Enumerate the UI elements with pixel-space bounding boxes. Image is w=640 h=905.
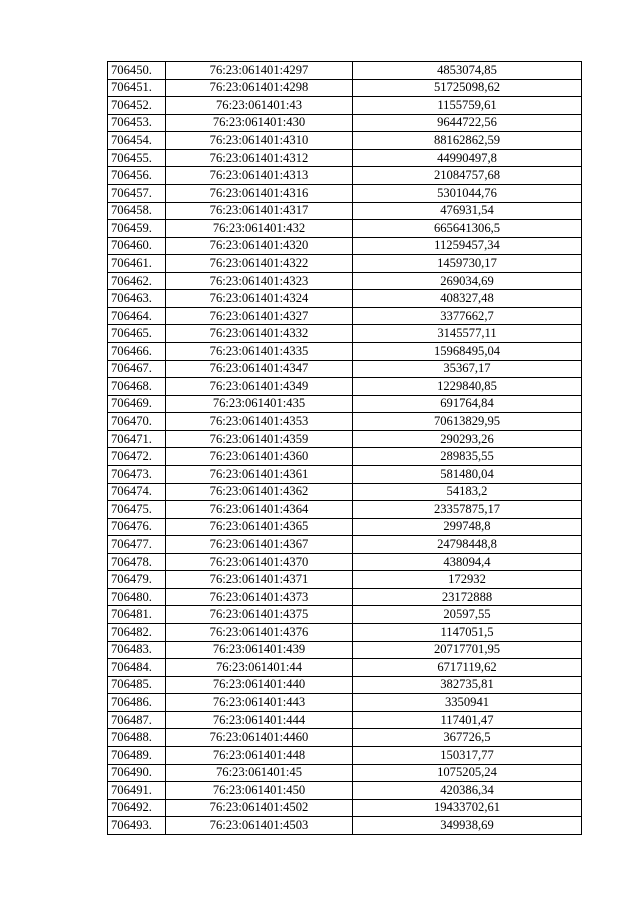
table-body	[108, 62, 582, 835]
cadastral-number-cell: 76:23:061401:448	[166, 746, 353, 764]
cadastral-value-cell: 20597,55	[353, 606, 582, 624]
cadastral-number-cell: 76:23:061401:4322	[166, 255, 353, 273]
cadastral-value-cell: 299748,8	[353, 518, 582, 536]
cadastral-number-cell: 76:23:061401:444	[166, 711, 353, 729]
row-number-cell: 706491.	[108, 782, 166, 800]
table-row	[108, 62, 582, 80]
cadastral-value-cell: 289835,55	[353, 448, 582, 466]
cadastral-value-cell: 691764,84	[353, 395, 582, 413]
table-row	[108, 676, 582, 694]
table-row	[108, 483, 582, 501]
cadastral-number-cell: 76:23:061401:4360	[166, 448, 353, 466]
cadastral-number-cell: 76:23:061401:443	[166, 694, 353, 712]
table-row	[108, 624, 582, 642]
table-row	[108, 641, 582, 659]
table-row	[108, 237, 582, 255]
cadastral-number-cell: 76:23:061401:4367	[166, 536, 353, 554]
cadastral-value-cell: 1075205,24	[353, 764, 582, 782]
cadastral-number-cell: 76:23:061401:450	[166, 782, 353, 800]
table-row	[108, 255, 582, 273]
row-number-cell: 706480.	[108, 588, 166, 606]
table-row	[108, 132, 582, 150]
cadastral-number-cell: 76:23:061401:4324	[166, 290, 353, 308]
cadastral-value-cell: 88162862,59	[353, 132, 582, 150]
cadastral-number-cell: 76:23:061401:4297	[166, 62, 353, 80]
cadastral-value-cell: 44990497,8	[353, 149, 582, 167]
table-row	[108, 536, 582, 554]
cadastral-value-cell: 290293,26	[353, 430, 582, 448]
cadastral-value-cell: 21084757,68	[353, 167, 582, 185]
row-number-cell: 706472.	[108, 448, 166, 466]
row-number-cell: 706466.	[108, 343, 166, 361]
cadastral-number-cell: 76:23:061401:4313	[166, 167, 353, 185]
cadastral-value-cell: 1155759,61	[353, 97, 582, 115]
cadastral-value-cell: 1147051,5	[353, 624, 582, 642]
cadastral-number-cell: 76:23:061401:4373	[166, 588, 353, 606]
table-row	[108, 764, 582, 782]
table-row	[108, 817, 582, 835]
row-number-cell: 706493.	[108, 817, 166, 835]
table-row	[108, 79, 582, 97]
table-row	[108, 360, 582, 378]
table-row	[108, 202, 582, 220]
cadastral-number-cell: 76:23:061401:4370	[166, 553, 353, 571]
cadastral-value-cell: 367726,5	[353, 729, 582, 747]
table-row	[108, 501, 582, 519]
row-number-cell: 706471.	[108, 430, 166, 448]
cadastral-number-cell: 76:23:061401:4347	[166, 360, 353, 378]
cadastral-number-cell: 76:23:061401:45	[166, 764, 353, 782]
cadastral-number-cell: 76:23:061401:4320	[166, 237, 353, 255]
table-row	[108, 343, 582, 361]
table-row	[108, 184, 582, 202]
cadastral-number-cell: 76:23:061401:4362	[166, 483, 353, 501]
table-row	[108, 659, 582, 677]
row-number-cell: 706474.	[108, 483, 166, 501]
table-row	[108, 272, 582, 290]
row-number-cell: 706490.	[108, 764, 166, 782]
table-row	[108, 114, 582, 132]
row-number-cell: 706464.	[108, 307, 166, 325]
cadastral-number-cell: 76:23:061401:439	[166, 641, 353, 659]
row-number-cell: 706465.	[108, 325, 166, 343]
row-number-cell: 706469.	[108, 395, 166, 413]
cadastral-number-cell: 76:23:061401:4364	[166, 501, 353, 519]
cadastral-value-cell: 5301044,76	[353, 184, 582, 202]
row-number-cell: 706488.	[108, 729, 166, 747]
cadastral-value-cell: 11259457,34	[353, 237, 582, 255]
row-number-cell: 706450.	[108, 62, 166, 80]
cadastral-value-cell: 382735,81	[353, 676, 582, 694]
cadastral-value-cell: 117401,47	[353, 711, 582, 729]
cadastral-number-cell: 76:23:061401:4353	[166, 413, 353, 431]
row-number-cell: 706482.	[108, 624, 166, 642]
table-row	[108, 518, 582, 536]
table-row	[108, 413, 582, 431]
cadastral-value-cell: 269034,69	[353, 272, 582, 290]
cadastral-number-cell: 76:23:061401:4332	[166, 325, 353, 343]
cadastral-value-cell: 23357875,17	[353, 501, 582, 519]
row-number-cell: 706467.	[108, 360, 166, 378]
row-number-cell: 706478.	[108, 553, 166, 571]
table-row	[108, 149, 582, 167]
cadastral-number-cell: 76:23:061401:4312	[166, 149, 353, 167]
cadastral-value-cell: 172932	[353, 571, 582, 589]
row-number-cell: 706492.	[108, 799, 166, 817]
table-row	[108, 220, 582, 238]
cadastral-value-cell: 1459730,17	[353, 255, 582, 273]
cadastral-number-cell: 76:23:061401:4349	[166, 378, 353, 396]
cadastral-value-cell: 35367,17	[353, 360, 582, 378]
table-row	[108, 430, 582, 448]
cadastral-number-cell: 76:23:061401:44	[166, 659, 353, 677]
cadastral-number-cell: 76:23:061401:4375	[166, 606, 353, 624]
cadastral-value-cell: 3377662,7	[353, 307, 582, 325]
cadastral-number-cell: 76:23:061401:4503	[166, 817, 353, 835]
table-row	[108, 571, 582, 589]
table-row	[108, 606, 582, 624]
cadastral-number-cell: 76:23:061401:4371	[166, 571, 353, 589]
cadastral-value-cell: 6717119,62	[353, 659, 582, 677]
row-number-cell: 706456.	[108, 167, 166, 185]
cadastral-number-cell: 76:23:061401:4460	[166, 729, 353, 747]
row-number-cell: 706489.	[108, 746, 166, 764]
row-number-cell: 706462.	[108, 272, 166, 290]
row-number-cell: 706458.	[108, 202, 166, 220]
cadastral-value-cell: 476931,54	[353, 202, 582, 220]
row-number-cell: 706455.	[108, 149, 166, 167]
row-number-cell: 706454.	[108, 132, 166, 150]
cadastral-value-cell: 349938,69	[353, 817, 582, 835]
row-number-cell: 706483.	[108, 641, 166, 659]
row-number-cell: 706473.	[108, 465, 166, 483]
row-number-cell: 706486.	[108, 694, 166, 712]
cadastral-number-cell: 76:23:061401:4316	[166, 184, 353, 202]
table-row	[108, 782, 582, 800]
row-number-cell: 706452.	[108, 97, 166, 115]
table-row	[108, 378, 582, 396]
cadastral-number-cell: 76:23:061401:4298	[166, 79, 353, 97]
cadastral-value-cell: 150317,77	[353, 746, 582, 764]
cadastral-value-cell: 4853074,85	[353, 62, 582, 80]
cadastral-number-cell: 76:23:061401:4317	[166, 202, 353, 220]
row-number-cell: 706475.	[108, 501, 166, 519]
cadastral-number-cell: 76:23:061401:4376	[166, 624, 353, 642]
cadastral-value-cell: 20717701,95	[353, 641, 582, 659]
cadastral-number-cell: 76:23:061401:4365	[166, 518, 353, 536]
cadastral-number-cell: 76:23:061401:43	[166, 97, 353, 115]
cadastral-value-cell: 3145577,11	[353, 325, 582, 343]
cadastral-value-cell: 51725098,62	[353, 79, 582, 97]
cadastral-number-cell: 76:23:061401:4323	[166, 272, 353, 290]
row-number-cell: 706453.	[108, 114, 166, 132]
cadastral-value-cell: 420386,34	[353, 782, 582, 800]
cadastral-number-cell: 76:23:061401:4361	[166, 465, 353, 483]
cadastral-value-cell: 408327,48	[353, 290, 582, 308]
cadastral-value-cell: 1229840,85	[353, 378, 582, 396]
row-number-cell: 706487.	[108, 711, 166, 729]
table-row	[108, 711, 582, 729]
cadastral-value-cell: 19433702,61	[353, 799, 582, 817]
cadastral-value-cell: 438094,4	[353, 553, 582, 571]
cadastral-value-cell: 23172888	[353, 588, 582, 606]
cadastral-number-cell: 76:23:061401:435	[166, 395, 353, 413]
row-number-cell: 706476.	[108, 518, 166, 536]
row-number-cell: 706463.	[108, 290, 166, 308]
table-row	[108, 325, 582, 343]
row-number-cell: 706468.	[108, 378, 166, 396]
cadastral-value-cell: 70613829,95	[353, 413, 582, 431]
row-number-cell: 706485.	[108, 676, 166, 694]
cadastral-value-cell: 24798448,8	[353, 536, 582, 554]
table-row	[108, 799, 582, 817]
cadastral-number-cell: 76:23:061401:440	[166, 676, 353, 694]
row-number-cell: 706481.	[108, 606, 166, 624]
cadastral-value-cell: 9644722,56	[353, 114, 582, 132]
row-number-cell: 706484.	[108, 659, 166, 677]
table-row	[108, 290, 582, 308]
cadastral-number-cell: 76:23:061401:4359	[166, 430, 353, 448]
cadastral-value-cell: 54183,2	[353, 483, 582, 501]
cadastral-number-cell: 76:23:061401:4502	[166, 799, 353, 817]
table-row	[108, 588, 582, 606]
row-number-cell: 706460.	[108, 237, 166, 255]
table-row	[108, 465, 582, 483]
cadastral-number-cell: 76:23:061401:4335	[166, 343, 353, 361]
row-number-cell: 706451.	[108, 79, 166, 97]
table-row	[108, 746, 582, 764]
table-row	[108, 729, 582, 747]
table-row	[108, 448, 582, 466]
row-number-cell: 706457.	[108, 184, 166, 202]
cadastral-value-cell: 581480,04	[353, 465, 582, 483]
cadastral-number-cell: 76:23:061401:4310	[166, 132, 353, 150]
table-row	[108, 307, 582, 325]
cadastral-number-cell: 76:23:061401:430	[166, 114, 353, 132]
cadastral-value-cell: 3350941	[353, 694, 582, 712]
row-number-cell: 706459.	[108, 220, 166, 238]
cadastral-value-cell: 15968495,04	[353, 343, 582, 361]
cadastral-value-table	[107, 61, 582, 835]
cadastral-value-cell: 665641306,5	[353, 220, 582, 238]
row-number-cell: 706479.	[108, 571, 166, 589]
cadastral-number-cell: 76:23:061401:432	[166, 220, 353, 238]
table-row	[108, 167, 582, 185]
table-row	[108, 553, 582, 571]
row-number-cell: 706477.	[108, 536, 166, 554]
row-number-cell: 706461.	[108, 255, 166, 273]
cadastral-number-cell: 76:23:061401:4327	[166, 307, 353, 325]
table-row	[108, 395, 582, 413]
table-row	[108, 694, 582, 712]
table-row	[108, 97, 582, 115]
row-number-cell: 706470.	[108, 413, 166, 431]
